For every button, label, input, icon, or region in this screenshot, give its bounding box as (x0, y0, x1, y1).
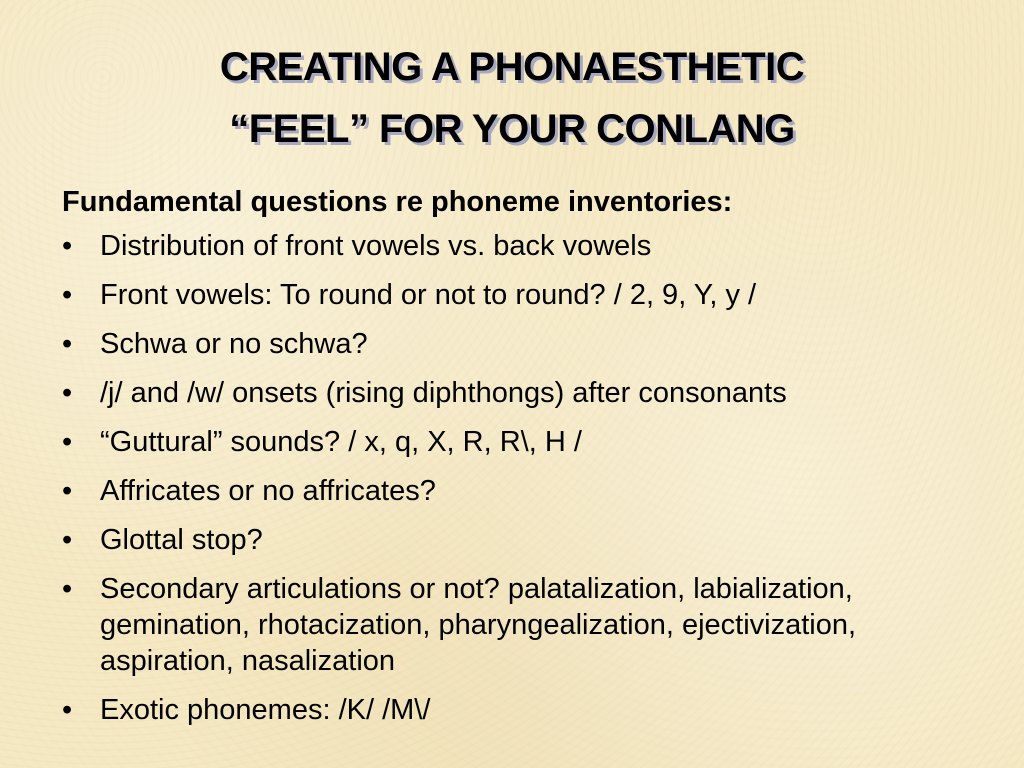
list-item (62, 326, 992, 362)
list-item (62, 277, 992, 313)
bullet-icon: • (62, 279, 73, 311)
list-item-text: “Guttural” sounds? / x, q, X, R, R\, H / (100, 426, 582, 458)
slide-title (0, 36, 1024, 160)
list-item-text: Glottal stop? (100, 524, 263, 556)
list-item (62, 692, 992, 728)
list-item (62, 522, 992, 558)
bullet-icon: • (62, 426, 73, 458)
list-item (62, 473, 992, 509)
list-item (62, 424, 992, 460)
bullet-icon: • (62, 694, 73, 726)
bullet-icon: • (62, 573, 73, 605)
slide-body (62, 180, 992, 741)
list-item-text: Schwa or no schwa? (100, 328, 368, 360)
bullet-icon: • (62, 230, 73, 262)
bullet-icon: • (62, 328, 73, 360)
list-item (62, 375, 992, 411)
list-item (62, 571, 992, 679)
bullet-list (62, 228, 992, 728)
list-item-text: Affricates or no affricates? (100, 475, 436, 507)
list-item-text: Front vowels: To round or not to round? / 2, 9, Y, y / (100, 279, 757, 311)
title-line-2: “FEEL” FOR YOUR CONLANG (229, 107, 795, 151)
list-item-text: /j/ and /w/ onsets (rising diphthongs) after consonants (100, 377, 787, 409)
bullet-icon: • (62, 524, 73, 556)
list-item-text: Secondary articulations or not? palatalization, labialization, gemination, rhotacization, pharyngealization, ejectivization, aspiration, nasalization (100, 573, 857, 677)
list-item-text: Distribution of front vowels vs. back vowels (100, 230, 652, 262)
bullet-icon: • (62, 475, 73, 507)
list-item-text: Exotic phonemes: /K/ /M\/ (100, 694, 431, 726)
list-item (62, 228, 992, 264)
section-heading: Fundamental questions re phoneme inventories: (62, 186, 733, 218)
title-line-1: CREATING A PHONAESTHETIC (219, 45, 805, 89)
bullet-icon: • (62, 377, 73, 409)
